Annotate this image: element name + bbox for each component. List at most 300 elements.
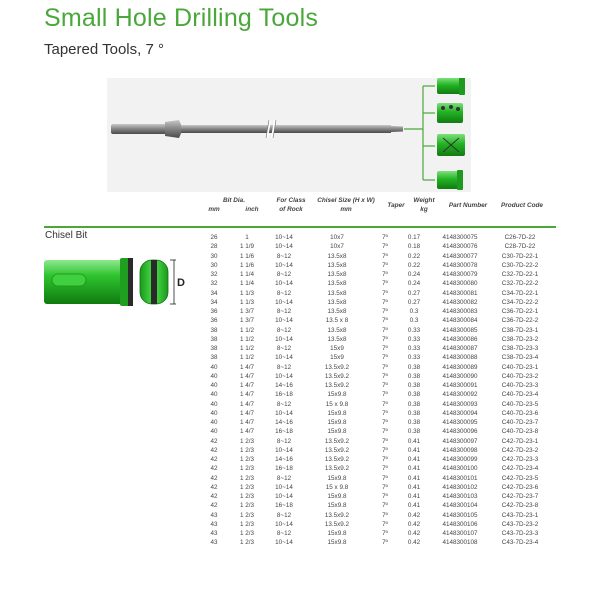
cell-product-code: C42-7D-23-3 xyxy=(501,456,539,463)
cell-rock-class: 16~18 xyxy=(275,465,293,473)
table-row xyxy=(200,298,550,307)
cell-rock-class: 8~12 xyxy=(276,252,292,260)
cell-product-code: C34-7D-22-2 xyxy=(501,298,539,306)
section-divider xyxy=(44,226,556,228)
cell-chisel-size: 15x9.8 xyxy=(327,530,347,537)
cell-part-number: 4148300106 xyxy=(442,520,478,528)
cell-rock-class: 16~18 xyxy=(275,391,293,399)
cell-inch: 1 2/3 xyxy=(239,474,254,482)
cell-weight: 0.42 xyxy=(407,520,421,528)
cell-rock-class: 10~14 xyxy=(275,409,293,417)
cell-taper: 7º xyxy=(382,243,388,251)
cell-product-code: C42-7D-23-7 xyxy=(501,493,539,500)
table-row xyxy=(200,381,550,390)
cell-part-number: 4148300102 xyxy=(442,483,478,491)
cell-rock-class: 10~14 xyxy=(275,261,293,269)
cell-product-code: C40-7D-23-2 xyxy=(501,372,539,380)
cell-part-number: 4148300097 xyxy=(442,437,478,445)
cell-taper: 7º xyxy=(382,298,388,306)
cell-rock-class: 8~12 xyxy=(276,530,292,537)
cell-product-code: C38-7D-23-2 xyxy=(501,335,539,343)
cell-taper: 7º xyxy=(382,419,388,426)
table-row xyxy=(200,279,550,288)
table-row xyxy=(200,261,550,270)
cell-part-number: 4148300080 xyxy=(442,280,478,288)
table-row xyxy=(200,242,550,251)
cell-chisel-size: 15x9.8 xyxy=(327,493,347,500)
table-row xyxy=(200,363,550,372)
cell-rock-class: 10~14 xyxy=(275,317,293,325)
table-row xyxy=(200,400,550,409)
cell-taper: 7º xyxy=(382,382,388,389)
table-row xyxy=(200,446,550,455)
cell-part-number: 4148300087 xyxy=(442,345,478,352)
table-row xyxy=(200,390,550,399)
cell-chisel-size: 13.5x8 xyxy=(327,280,347,288)
cell-mm: 42 xyxy=(210,465,218,473)
cell-product-code: C38-7D-23-3 xyxy=(501,345,539,352)
cell-taper: 7º xyxy=(382,326,388,334)
cell-part-number: 4148300081 xyxy=(442,289,478,297)
table-row xyxy=(200,492,550,501)
cell-taper: 7º xyxy=(382,465,388,473)
cell-chisel-size: 13.5x9.2 xyxy=(324,446,350,454)
rod-collar xyxy=(165,120,183,138)
cell-mm: 40 xyxy=(210,428,218,436)
cell-part-number: 4148300088 xyxy=(442,354,478,362)
cell-chisel-size: 15 x 9.8 xyxy=(325,400,349,408)
cell-weight: 0.38 xyxy=(407,428,421,436)
cell-taper: 7º xyxy=(382,252,388,260)
cell-taper: 7º xyxy=(382,400,388,408)
cell-chisel-size: 13.5x9.2 xyxy=(324,465,350,473)
col-header-product-code: Product Code xyxy=(501,202,543,209)
cell-rock-class: 10~14 xyxy=(275,280,293,288)
cell-inch: 1 xyxy=(245,234,249,241)
cell-weight: 0.41 xyxy=(407,465,421,473)
cell-part-number: 4148300103 xyxy=(442,493,478,500)
spec-table-body xyxy=(200,233,550,548)
cell-product-code: C40-7D-23-4 xyxy=(501,391,539,399)
cell-mm: 42 xyxy=(210,474,218,482)
cell-part-number: 4148300091 xyxy=(442,382,478,389)
cell-mm: 40 xyxy=(210,382,218,389)
cell-inch: 1 1/4 xyxy=(239,280,254,288)
cell-chisel-size: 13.5x8 xyxy=(327,298,347,306)
cell-mm: 34 xyxy=(210,289,218,297)
cell-weight: 0.33 xyxy=(407,345,421,352)
table-row xyxy=(200,270,550,279)
cell-mm: 38 xyxy=(210,326,218,334)
table-row xyxy=(200,418,550,427)
cell-mm: 43 xyxy=(210,530,218,537)
cell-part-number: 4148300096 xyxy=(442,428,478,436)
cell-inch: 1 2/3 xyxy=(239,520,254,528)
table-row xyxy=(200,529,550,538)
cell-mm: 36 xyxy=(210,317,218,325)
cell-chisel-size: 13.5x8 xyxy=(327,261,347,269)
cell-inch: 1 1/2 xyxy=(239,345,254,352)
cell-inch: 1 2/3 xyxy=(239,539,254,547)
cell-part-number: 4148300084 xyxy=(442,317,478,325)
col-header-weight: Weight xyxy=(413,197,435,204)
cell-mm: 40 xyxy=(210,409,218,417)
cell-rock-class: 10~14 xyxy=(275,520,293,528)
cell-chisel-size: 15x9.8 xyxy=(327,409,347,417)
col-header-of-rock: of Rock xyxy=(279,206,303,213)
cell-weight: 0.18 xyxy=(407,243,421,251)
cell-inch: 1 4/7 xyxy=(239,363,254,371)
cell-mm: 36 xyxy=(210,308,218,315)
cell-mm: 40 xyxy=(210,372,218,380)
cell-taper: 7º xyxy=(382,391,388,399)
cell-rock-class: 10~14 xyxy=(275,335,293,343)
cell-weight: 0.24 xyxy=(407,271,421,278)
table-row xyxy=(200,307,550,316)
cell-product-code: C32-7D-22-1 xyxy=(501,271,539,278)
cell-chisel-size: 15x9.8 xyxy=(327,428,347,436)
cell-weight: 0.38 xyxy=(407,400,421,408)
cell-chisel-size: 15x9 xyxy=(330,354,344,362)
cell-weight: 0.38 xyxy=(407,391,421,399)
table-row xyxy=(200,483,550,492)
cell-weight: 0.38 xyxy=(407,372,421,380)
cell-rock-class: 8~12 xyxy=(276,289,292,297)
cell-product-code: C28-7D-22 xyxy=(504,243,536,251)
cell-weight: 0.27 xyxy=(407,298,421,306)
cell-inch: 1 1/3 xyxy=(239,289,254,297)
cell-product-code: C34-7D-22-1 xyxy=(501,289,539,297)
cell-rock-class: 8~12 xyxy=(276,511,292,519)
cell-chisel-size: 15x9.8 xyxy=(327,391,347,399)
cell-inch: 1 4/7 xyxy=(239,428,254,436)
table-row xyxy=(200,511,550,520)
rod-tapered-end xyxy=(369,125,403,133)
dimension-label: D xyxy=(177,277,185,289)
cell-taper: 7º xyxy=(382,502,388,510)
cell-weight: 0.42 xyxy=(407,530,421,537)
cell-chisel-size: 13.5x8 xyxy=(327,335,347,343)
cell-mm: 40 xyxy=(210,400,218,408)
cell-mm: 32 xyxy=(210,271,218,278)
cell-weight: 0.41 xyxy=(407,502,421,510)
cell-mm: 38 xyxy=(210,354,218,362)
cell-product-code: C30-7D-22-2 xyxy=(501,261,539,269)
table-row xyxy=(200,289,550,298)
cell-inch: 1 1/9 xyxy=(239,243,254,251)
cell-weight: 0.41 xyxy=(407,456,421,463)
cell-inch: 1 4/7 xyxy=(239,391,254,399)
cell-part-number: 4148300101 xyxy=(442,474,478,482)
rod-body xyxy=(181,125,391,133)
product-illustration xyxy=(107,78,471,192)
cell-chisel-size: 13.5x8 xyxy=(327,289,347,297)
cell-inch: 1 2/3 xyxy=(239,483,254,491)
cell-chisel-size: 13.5x8 xyxy=(327,326,347,334)
cell-part-number: 4148300085 xyxy=(442,326,478,334)
cell-taper: 7º xyxy=(382,261,388,269)
cell-mm: 26 xyxy=(210,234,218,241)
cell-product-code: C42-7D-23-2 xyxy=(501,446,539,454)
col-header-chisel-size: Chisel Size (H x W) xyxy=(317,197,375,204)
cell-weight: 0.41 xyxy=(407,474,421,482)
chisel-bit-icon xyxy=(437,78,465,95)
cell-taper: 7º xyxy=(382,372,388,380)
cell-rock-class: 14~16 xyxy=(275,419,293,426)
cell-rock-class: 10~14 xyxy=(275,372,293,380)
cross-bit-icon xyxy=(437,134,465,156)
cell-inch: 1 4/7 xyxy=(239,382,254,389)
cell-part-number: 4148300077 xyxy=(442,252,478,260)
cell-taper: 7º xyxy=(382,483,388,491)
cell-weight: 0.38 xyxy=(407,363,421,371)
cell-taper: 7º xyxy=(382,271,388,278)
cell-rock-class: 8~12 xyxy=(276,474,292,482)
page-title: Small Hole Drilling Tools xyxy=(44,4,319,32)
cell-taper: 7º xyxy=(382,511,388,519)
cell-inch: 1 4/7 xyxy=(239,409,254,417)
cell-chisel-size: 13.5x8 xyxy=(327,252,347,260)
cell-weight: 0.42 xyxy=(407,539,421,547)
cell-chisel-size: 13.5x9.2 xyxy=(324,456,350,463)
cell-product-code: C36-7D-22-2 xyxy=(501,317,539,325)
cell-taper: 7º xyxy=(382,437,388,445)
spec-table xyxy=(200,233,550,548)
table-row xyxy=(200,538,550,547)
cell-product-code: C30-7D-22-1 xyxy=(501,252,539,260)
cell-rock-class: 10~14 xyxy=(275,243,293,251)
cell-rock-class: 16~18 xyxy=(275,428,293,436)
cell-taper: 7º xyxy=(382,530,388,537)
cell-chisel-size: 10x7 xyxy=(330,243,344,251)
cell-chisel-size: 15 x 9.8 xyxy=(325,483,349,491)
cell-part-number: 4148300094 xyxy=(442,409,478,417)
cell-mm: 40 xyxy=(210,391,218,399)
cell-weight: 0.3 xyxy=(409,308,419,315)
cell-product-code: C36-7D-22-1 xyxy=(501,308,539,315)
page-subtitle: Tapered Tools, 7 ° xyxy=(44,41,164,58)
cell-chisel-size: 13.5x9.2 xyxy=(324,520,350,528)
cell-mm: 43 xyxy=(210,520,218,528)
button-bit-icon xyxy=(437,103,463,123)
cell-product-code: C26-7D-22 xyxy=(504,234,536,241)
cell-inch: 1 2/3 xyxy=(239,502,254,510)
col-header-inch: inch xyxy=(245,206,259,213)
cell-mm: 42 xyxy=(210,456,218,463)
table-row xyxy=(200,455,550,464)
cell-inch: 1 4/7 xyxy=(239,400,254,408)
cell-mm: 40 xyxy=(210,363,218,371)
cell-inch: 1 1/2 xyxy=(239,326,254,334)
rod-shank xyxy=(111,124,171,134)
chisel-bit-image xyxy=(44,258,194,313)
cell-part-number: 4148300108 xyxy=(442,539,478,547)
cell-inch: 1 4/7 xyxy=(239,419,254,426)
table-row xyxy=(200,326,550,335)
cell-product-code: C38-7D-23-1 xyxy=(501,326,539,334)
cell-product-code: C40-7D-23-8 xyxy=(501,428,539,436)
cell-mm: 43 xyxy=(210,539,218,547)
cell-product-code: C42-7D-23-4 xyxy=(501,465,539,473)
cell-product-code: C40-7D-23-6 xyxy=(501,409,539,417)
cell-part-number: 4148300098 xyxy=(442,446,478,454)
cell-mm: 32 xyxy=(210,280,218,288)
cell-product-code: C42-7D-23-1 xyxy=(501,437,539,445)
cell-taper: 7º xyxy=(382,428,388,436)
cell-product-code: C40-7D-23-7 xyxy=(501,419,539,426)
table-row xyxy=(200,372,550,381)
cell-rock-class: 14~16 xyxy=(275,456,293,463)
cell-chisel-size: 15x9 xyxy=(330,345,344,352)
cell-taper: 7º xyxy=(382,520,388,528)
chisel-bit-icon-small xyxy=(437,170,463,190)
cell-product-code: C38-7D-23-4 xyxy=(501,354,539,362)
cell-chisel-size: 15x9.8 xyxy=(327,502,347,510)
cell-mm: 42 xyxy=(210,493,218,500)
cell-chisel-size: 15x9.8 xyxy=(327,474,347,482)
cell-product-code: C40-7D-23-3 xyxy=(501,382,539,389)
cell-inch: 1 1/2 xyxy=(239,335,254,343)
table-row xyxy=(200,252,550,261)
cell-chisel-size: 10x7 xyxy=(330,234,344,241)
cell-product-code: C40-7D-23-1 xyxy=(501,363,539,371)
cell-mm: 30 xyxy=(210,252,218,260)
table-row xyxy=(200,474,550,483)
table-row xyxy=(200,427,550,436)
cell-product-code: C43-7D-23-4 xyxy=(501,539,539,547)
col-header-taper: Taper xyxy=(387,202,405,209)
cell-chisel-size: 13.5x9.2 xyxy=(324,363,350,371)
cell-chisel-size: 13.5 x 8 xyxy=(325,317,349,325)
cell-chisel-size: 13.5x9.2 xyxy=(324,372,350,380)
cell-rock-class: 10~14 xyxy=(275,483,293,491)
chisel-bit-drawing xyxy=(44,258,194,308)
cell-part-number: 4148300079 xyxy=(442,271,478,278)
table-row xyxy=(200,501,550,510)
cell-weight: 0.27 xyxy=(407,289,421,297)
cell-part-number: 4148300089 xyxy=(442,363,478,371)
cell-part-number: 4148300100 xyxy=(442,465,478,473)
cell-part-number: 4148300104 xyxy=(442,502,478,510)
cell-rock-class: 10~14 xyxy=(275,539,293,547)
cell-inch: 1 2/3 xyxy=(239,465,254,473)
cell-rock-class: 14~16 xyxy=(275,382,293,389)
cell-part-number: 4148300107 xyxy=(442,530,478,537)
cell-part-number: 4148300075 xyxy=(442,234,478,241)
cell-rock-class: 8~12 xyxy=(276,271,292,278)
cell-taper: 7º xyxy=(382,317,388,325)
cell-rock-class: 8~12 xyxy=(276,326,292,334)
table-row xyxy=(200,344,550,353)
cell-mm: 42 xyxy=(210,437,218,445)
cell-inch: 1 1/4 xyxy=(239,271,254,278)
cell-taper: 7º xyxy=(382,289,388,297)
cell-chisel-size: 15x9.8 xyxy=(327,539,347,547)
cell-taper: 7º xyxy=(382,409,388,417)
cell-product-code: C43-7D-23-2 xyxy=(501,520,539,528)
cell-weight: 0.33 xyxy=(407,354,421,362)
cell-weight: 0.38 xyxy=(407,409,421,417)
cell-taper: 7º xyxy=(382,456,388,463)
cell-chisel-size: 13.5x9.2 xyxy=(324,382,350,389)
cell-rock-class: 8~12 xyxy=(276,345,292,352)
cell-mm: 34 xyxy=(210,298,218,306)
table-row xyxy=(200,409,550,418)
cell-inch: 1 2/3 xyxy=(239,511,254,519)
cell-mm: 38 xyxy=(210,335,218,343)
cell-part-number: 4148300105 xyxy=(442,511,478,519)
cell-taper: 7º xyxy=(382,354,388,362)
cell-inch: 1 2/3 xyxy=(239,530,254,537)
col-header-mm: mm xyxy=(208,206,220,213)
cell-chisel-size: 13.5x8 xyxy=(327,271,347,278)
cell-taper: 7º xyxy=(382,446,388,454)
col-header-chisel-mm: mm xyxy=(340,206,352,213)
table-row xyxy=(200,233,550,242)
cell-weight: 0.33 xyxy=(407,326,421,334)
cell-rock-class: 8~12 xyxy=(276,363,292,371)
cell-inch: 1 1/6 xyxy=(239,261,254,269)
section-label-chisel-bit: Chisel Bit xyxy=(45,230,88,241)
cell-rock-class: 10~14 xyxy=(275,493,293,500)
cell-product-code: C43-7D-23-3 xyxy=(501,530,539,537)
cell-inch: 1 1/3 xyxy=(239,298,254,306)
cell-part-number: 4148300099 xyxy=(442,456,478,463)
cell-inch: 1 2/3 xyxy=(239,493,254,500)
cell-product-code: C42-7D-23-6 xyxy=(501,483,539,491)
cell-mm: 38 xyxy=(210,345,218,352)
cell-part-number: 4148300078 xyxy=(442,261,478,269)
cell-weight: 0.41 xyxy=(407,437,421,445)
cell-weight: 0.24 xyxy=(407,280,421,288)
cell-weight: 0.33 xyxy=(407,335,421,343)
cell-inch: 1 1/6 xyxy=(239,252,254,260)
cell-chisel-size: 13.5x9.2 xyxy=(324,437,350,445)
cell-inch: 1 2/3 xyxy=(239,446,254,454)
table-row xyxy=(200,316,550,325)
cell-taper: 7º xyxy=(382,493,388,500)
cell-taper: 7º xyxy=(382,234,388,241)
cell-weight: 0.22 xyxy=(407,252,421,260)
table-row xyxy=(200,437,550,446)
cell-rock-class: 10~14 xyxy=(275,298,293,306)
table-row xyxy=(200,464,550,473)
cell-part-number: 4148300092 xyxy=(442,391,478,399)
cell-weight: 0.38 xyxy=(407,419,421,426)
cell-part-number: 4148300076 xyxy=(442,243,478,251)
cell-mm: 40 xyxy=(210,419,218,426)
col-header-for-class: For Class xyxy=(276,197,306,204)
table-row xyxy=(200,353,550,362)
cell-rock-class: 10~14 xyxy=(275,234,293,241)
cell-taper: 7º xyxy=(382,345,388,352)
cell-product-code: C32-7D-22-2 xyxy=(501,280,539,288)
cell-weight: 0.42 xyxy=(407,511,421,519)
cell-inch: 1 1/2 xyxy=(239,354,254,362)
cell-mm: 42 xyxy=(210,483,218,491)
cell-inch: 1 2/3 xyxy=(239,437,254,445)
cell-taper: 7º xyxy=(382,539,388,547)
cell-mm: 42 xyxy=(210,446,218,454)
cell-weight: 0.38 xyxy=(407,382,421,389)
cell-rock-class: 8~12 xyxy=(276,400,292,408)
cell-rock-class: 8~12 xyxy=(276,308,292,315)
cell-rock-class: 10~14 xyxy=(275,446,293,454)
cell-taper: 7º xyxy=(382,280,388,288)
cell-weight: 0.41 xyxy=(407,446,421,454)
cell-chisel-size: 15x9.8 xyxy=(327,419,347,426)
cell-product-code: C40-7D-23-5 xyxy=(501,400,539,408)
